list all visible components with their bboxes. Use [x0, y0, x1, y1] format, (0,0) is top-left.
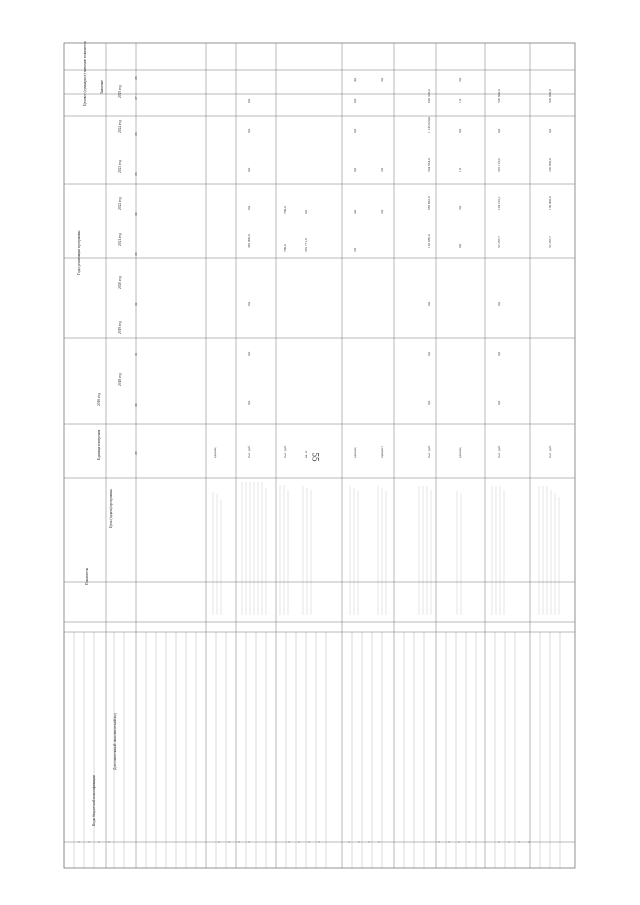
svg-text:3,0: 3,0 — [380, 167, 384, 172]
svg-text:1,0: 1,0 — [458, 98, 462, 103]
svg-text:1,0: 1,0 — [458, 167, 462, 172]
svg-text:3,0: 3,0 — [458, 205, 462, 210]
page-number: 55 — [310, 452, 321, 462]
year-2024: 2024 год — [118, 120, 122, 133]
svg-text:194 216,1: 194 216,1 — [497, 196, 501, 210]
svg-text:0,0: 0,0 — [548, 128, 552, 133]
row-2 — [247, 98, 252, 458]
codes-header: Коды бюджетной классификации — [92, 775, 96, 826]
svg-text:33: 33 — [134, 252, 138, 256]
year-2018: 2018 год — [118, 373, 122, 386]
svg-text:316 118,0: 316 118,0 — [497, 158, 501, 172]
svg-text:0,0: 0,0 — [247, 205, 251, 210]
plan-header: Годы реализации программы — [77, 230, 81, 275]
row-3 — [283, 206, 288, 458]
svg-text:0,0: 0,0 — [427, 301, 431, 306]
svg-text:150 000,0: 150 000,0 — [548, 196, 552, 210]
base-year-header: 2016 год — [97, 393, 101, 406]
svg-text:тыс. руб.: тыс. руб. — [497, 445, 501, 458]
svg-text:0,0: 0,0 — [458, 128, 462, 133]
svg-text:0,0: 0,0 — [497, 400, 501, 405]
svg-text:1 145 024,0: 1 145 024,0 — [427, 116, 431, 133]
svg-text:тыс. руб.: тыс. руб. — [283, 445, 287, 458]
svg-text:526 600,0: 526 600,0 — [497, 89, 501, 103]
svg-text:345 006,0: 345 006,0 — [247, 234, 251, 248]
row-8 — [458, 77, 463, 458]
svg-text:0,0: 0,0 — [497, 351, 501, 356]
indicator-header: Показатель — [85, 567, 89, 585]
svg-text:120 686,0: 120 686,0 — [427, 234, 431, 248]
row-1 — [213, 447, 217, 458]
svg-text:3,0: 3,0 — [458, 77, 462, 82]
svg-text:3,0: 3,0 — [380, 77, 384, 82]
svg-text:единиц: единиц — [458, 447, 462, 458]
svg-text:0,0: 0,0 — [247, 167, 251, 172]
svg-text:29: 29 — [134, 451, 138, 455]
svg-text:32: 32 — [134, 302, 138, 306]
svg-text:0,0: 0,0 — [247, 400, 251, 405]
svg-text:единиц: единиц — [213, 447, 217, 458]
row-4 — [304, 209, 309, 458]
svg-text:0,0: 0,0 — [458, 243, 462, 248]
year-2023: 2023 год — [118, 160, 122, 173]
svg-text:0,0: 0,0 — [247, 98, 251, 103]
svg-text:0,0: 0,0 — [247, 128, 251, 133]
economic-header: Дополнительный экономический код — [113, 713, 117, 770]
svg-text:тыс. руб.: тыс. руб. — [548, 445, 552, 458]
svg-text:700,0: 700,0 — [283, 244, 287, 252]
svg-text:620 328,4: 620 328,4 — [427, 89, 431, 103]
row-5 — [353, 77, 358, 458]
svg-text:564 564,0: 564 564,0 — [427, 158, 431, 172]
year-2021: 2021 год — [118, 233, 122, 246]
year-2019: 2019 год — [118, 321, 122, 334]
svg-text:единиц: единиц — [353, 447, 357, 458]
svg-text:3,0: 3,0 — [353, 247, 357, 252]
svg-text:226 900,0: 226 900,0 — [548, 158, 552, 172]
year-2022: 2022 год — [118, 197, 122, 210]
svg-text:35: 35 — [134, 172, 138, 176]
svg-text:0,0: 0,0 — [353, 167, 357, 172]
year-2020: 2020 год — [118, 276, 122, 289]
svg-text:37: 37 — [134, 96, 138, 100]
row-7 — [427, 89, 432, 458]
goal-header: Цель (задача) программы — [109, 489, 113, 528]
svg-text:31: 31 — [134, 352, 138, 356]
svg-text:3,0: 3,0 — [380, 209, 384, 214]
svg-text:0,0: 0,0 — [304, 209, 308, 214]
svg-text:52 287,7: 52 287,7 — [497, 236, 501, 248]
unit-header: Единица измерения — [97, 429, 101, 460]
svg-text:4,0: 4,0 — [353, 209, 357, 214]
row-6 — [380, 77, 385, 458]
svg-text:0,0: 0,0 — [247, 301, 251, 306]
svg-text:тыс. руб.: тыс. руб. — [427, 445, 431, 458]
svg-text:30: 30 — [134, 403, 138, 407]
svg-text:52 287,7: 52 287,7 — [548, 236, 552, 248]
row-9 — [497, 89, 502, 458]
svg-text:4,0: 4,0 — [353, 77, 357, 82]
svg-text:0,0: 0,0 — [353, 128, 357, 133]
svg-text:0,0: 0,0 — [497, 301, 501, 306]
svg-text:36: 36 — [134, 132, 138, 136]
svg-text:процент: процент — [380, 446, 384, 458]
svg-text:683 602,0: 683 602,0 — [427, 196, 431, 210]
svg-text:кв. м: кв. м — [304, 450, 308, 458]
svg-text:0,0: 0,0 — [497, 128, 501, 133]
row-10 — [548, 89, 553, 458]
svg-text:526 600,0: 526 600,0 — [548, 89, 552, 103]
description-text-blocks — [213, 482, 559, 615]
code-column-grid — [64, 632, 560, 868]
final-header: Целевое (суммарное) значение показателя — [83, 41, 87, 106]
year-2025: 2025 год — [118, 85, 122, 98]
svg-text:0,0: 0,0 — [427, 400, 431, 405]
svg-text:0,0: 0,0 — [353, 98, 357, 103]
svg-text:38: 38 — [134, 76, 138, 80]
svg-text:34: 34 — [134, 212, 138, 216]
svg-text:тыс. руб.: тыс. руб. — [247, 445, 251, 458]
value-header: Значение — [100, 79, 104, 94]
svg-text:0,0: 0,0 — [247, 351, 251, 356]
svg-text:295 771,0: 295 771,0 — [304, 238, 308, 252]
svg-text:0,0: 0,0 — [427, 351, 431, 356]
svg-text:700,0: 700,0 — [283, 206, 287, 214]
